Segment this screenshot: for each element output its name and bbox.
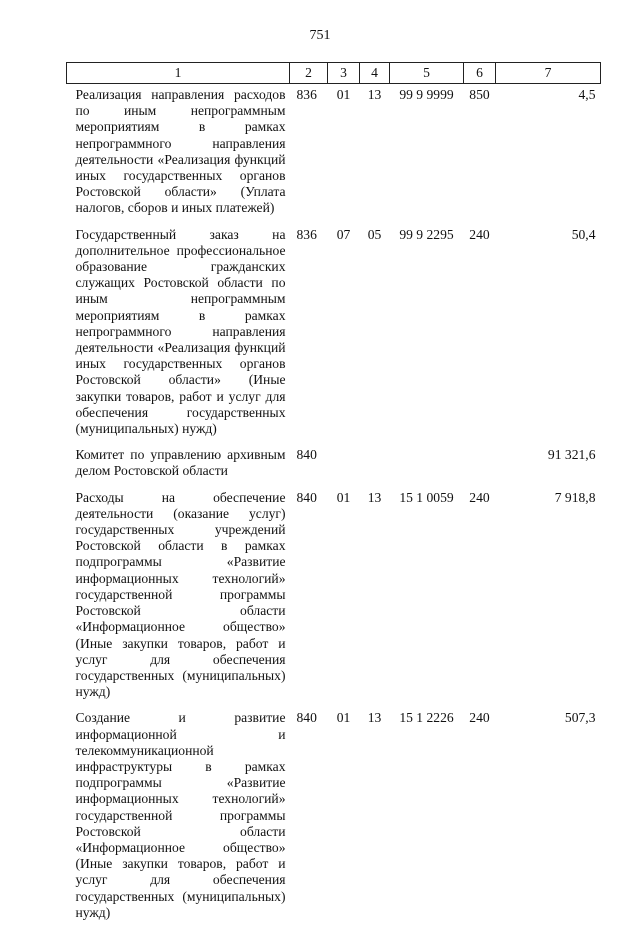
subsection-code: 13 — [367, 710, 382, 726]
column-header: 2 — [290, 63, 328, 84]
amount: 507,3 — [564, 710, 596, 726]
ministry-code: 836 — [296, 226, 317, 242]
target-code: 99 9 9999 — [399, 87, 454, 102]
target-code: 15 1 0059 — [399, 489, 454, 505]
amount: 7 918,8 — [554, 489, 596, 505]
section-code: 01 — [336, 710, 351, 726]
expense-type-code: 240 — [469, 489, 490, 505]
column-header: 3 — [328, 63, 360, 84]
page-number: 751 — [309, 28, 331, 43]
subsection-code: 13 — [367, 489, 382, 505]
ministry-code: 840 — [296, 489, 317, 505]
ministry-code: 840 — [296, 447, 317, 463]
column-header: 7 — [496, 63, 601, 84]
column-header: 5 — [390, 63, 464, 84]
section-code: 01 — [336, 489, 351, 505]
target-code: 15 1 2226 — [399, 710, 454, 726]
target-code: 99 9 2295 — [399, 226, 454, 242]
expense-name: Комитет по управлению архивным делом Ростовской области — [75, 447, 286, 479]
expense-name: Создание и развитие информационной и телекоммуникационной инфраструктуры в рамках подпрограммы «Развитие информационных технологий» государственной программы Ростовской области «Информационное общество» (Иные закупки товаров, работ и услуг для обеспечения государственных (муниципальных) нужд) — [75, 710, 286, 920]
amount: 50,4 — [571, 226, 596, 242]
amount: 91 321,6 — [547, 447, 596, 463]
expense-type-code: 850 — [469, 87, 490, 102]
column-header: 6 — [464, 63, 496, 84]
column-header: 4 — [360, 63, 390, 84]
table-row — [67, 487, 601, 708]
expense-type-code — [464, 444, 496, 486]
ministry-code: 836 — [296, 87, 317, 102]
target-code — [390, 444, 464, 486]
table-row — [67, 224, 601, 445]
amount: 4,5 — [578, 87, 596, 102]
expense-name: Реализация направления расходов по иным непрограммным мероприятиям в рамках непрограммного направления деятельности «Реализация функций иных государственных органов Ростовской области» (Уплата налогов, сборов и иных платежей) — [75, 87, 286, 216]
expense-type-code: 240 — [469, 710, 490, 726]
subsection-code: 05 — [367, 226, 382, 242]
section-code: 07 — [336, 226, 351, 242]
table-row — [67, 707, 601, 928]
expense-name: Расходы на обеспечение деятельности (оказание услуг) государственных учреждений Ростовской области в рамках подпрограммы «Развитие информационных технологий» государственной программы Ростовской области «Информационное общество» (Иные закупки товаров, работ и услуг для обеспечения государственных (муниципальных) нужд) — [75, 489, 286, 700]
subsection-code: 13 — [367, 87, 382, 102]
table-row — [67, 444, 601, 486]
table-header-row — [67, 63, 601, 84]
expense-name: Государственный заказ на дополнительное профессиональное образование гражданских служащих Ростовской области по иным непрограммным мероприятиям в рамках непрограммного направления деятельности «Реализация функций иных государственных органов Ростовской области» (Иные закупки товаров, работ и услуг для обеспечения государственных (муниципальных) нужд) — [75, 226, 286, 437]
section-code — [328, 444, 360, 486]
subsection-code — [360, 444, 390, 486]
column-header: 1 — [67, 63, 290, 84]
ministry-code: 840 — [296, 710, 317, 726]
table-row — [67, 84, 601, 224]
expense-type-code: 240 — [469, 226, 490, 242]
section-code: 01 — [336, 87, 351, 102]
budget-table — [66, 62, 601, 928]
